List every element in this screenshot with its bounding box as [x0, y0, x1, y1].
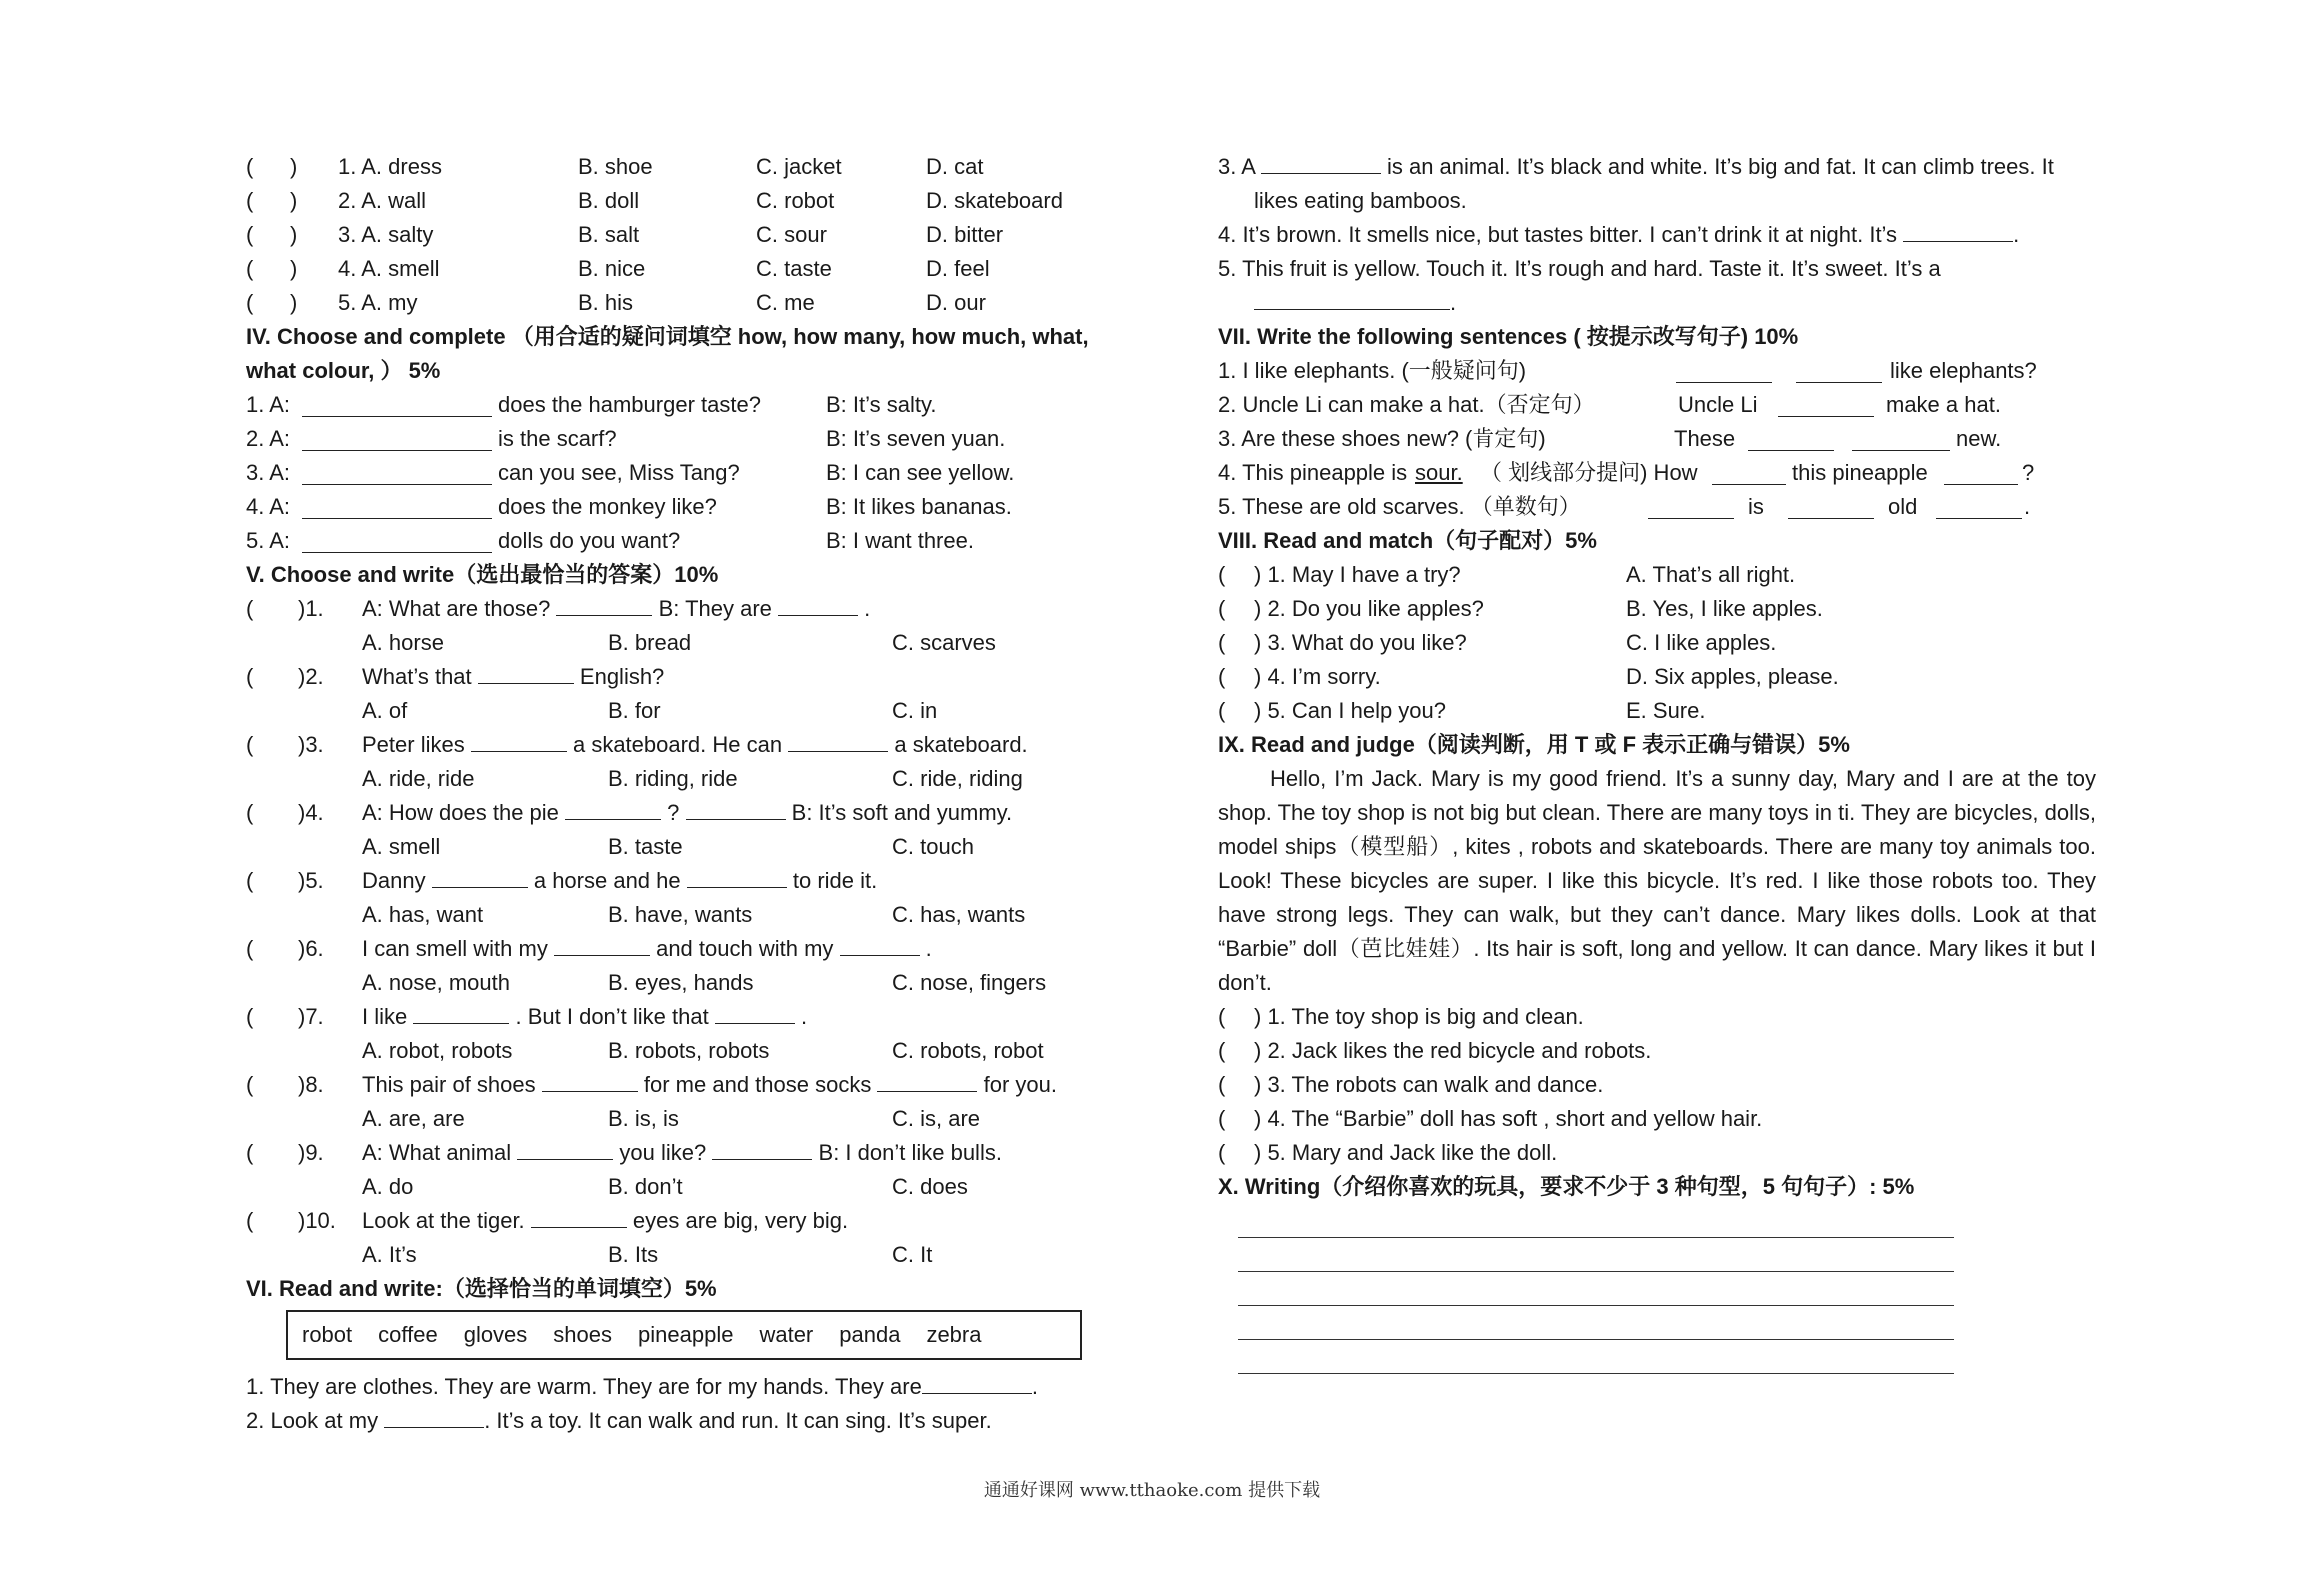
question-text: This pair of shoes for me and those socks for you. — [362, 1068, 1057, 1102]
item-text-cont: like elephants? — [1890, 358, 2037, 383]
question-row — [246, 864, 1126, 898]
option-c: C. in — [892, 698, 938, 723]
answer-blank[interactable] — [840, 933, 920, 956]
list-item — [1218, 660, 2098, 694]
paren-open: ( — [246, 256, 254, 281]
answer-blank[interactable] — [877, 1069, 977, 1092]
paren-open: ( — [246, 188, 254, 213]
option-b: B. riding, ride — [608, 766, 738, 791]
option-b: B. nice — [578, 256, 646, 281]
option-c: C. scarves — [892, 630, 996, 655]
question-text: I like . But I don’t like that . — [362, 1000, 807, 1034]
list-item — [246, 524, 1126, 558]
option-d: D. feel — [926, 256, 990, 281]
question-text: ) 3. What do you like? — [1254, 630, 1467, 655]
options-row — [246, 626, 1126, 660]
answer-blank[interactable] — [1778, 394, 1874, 417]
list-item — [1218, 456, 2098, 490]
paren-open: ( — [246, 732, 254, 757]
section-7-title: VII. Write the following sentences ( 按提示改写句子) 10% — [1218, 324, 1799, 349]
answer-blank[interactable] — [1903, 219, 2013, 242]
writing-line[interactable] — [1238, 1204, 1954, 1238]
question-text: is the scarf? — [498, 426, 617, 451]
list-item — [246, 388, 1126, 422]
section-4-title-cont: what colour, ） 5% — [246, 358, 441, 383]
item-number: 5. A: — [246, 528, 291, 553]
answer-blank[interactable] — [1852, 428, 1950, 451]
statement-text: ) 5. Mary and Jack like the doll. — [1254, 1140, 1558, 1165]
list-item — [1218, 592, 2098, 626]
question-text: ) 2. Do you like apples? — [1254, 596, 1484, 621]
section-9-title: IX. Read and judge（阅读判断，用 T 或 F 表示正确与错误）5% — [1218, 732, 1850, 757]
sentence-5-cont: . — [1218, 286, 2098, 320]
question-text: does the monkey like? — [498, 494, 717, 519]
option-c: C. has, wants — [892, 902, 1026, 927]
sentence-text: 5. This fruit is yellow. Touch it. It’s rough and hard. Taste it. It’s sweet. It’s a — [1218, 256, 1941, 281]
option-b: B. have, wants — [608, 902, 753, 927]
answer-text: B: It’s seven yuan. — [826, 426, 1006, 451]
option-c: C. robot — [756, 188, 835, 213]
question-row — [246, 1204, 1126, 1238]
answer-blank[interactable] — [556, 593, 652, 616]
reading-passage: Hello, I’m Jack. Mary is my good friend. It’s a sunny day, Mary and I are at the toy shop. The toy shop is not big but clean. There are many toys in ti. They are bicycles, dolls, model ships（模型船）, kites , robots and skateboards. There are many toy animals too. Look! These bicycles are super. I like this bicycle. It’s red. I like those robots too. They have strong legs. They can walk, but they can’t dance. Mary likes dolls. Look at that “Barbie” doll（芭比娃娃）. Its hair is soft, long and yellow. It can dance. Mary likes it but I don’t. — [1218, 766, 2096, 995]
question-text: ) 1. May I have a try? — [1254, 562, 1461, 587]
question-row — [246, 660, 1126, 694]
option-a: A. has, want — [362, 902, 484, 927]
section-5-list — [246, 592, 1126, 1272]
item-text-cont: old — [1888, 494, 1918, 519]
list-item — [1218, 558, 2098, 592]
writing-line[interactable] — [1238, 1340, 1954, 1374]
list-item — [246, 184, 1126, 218]
option-c: C. robots, robot — [892, 1038, 1044, 1063]
question-row — [246, 1068, 1126, 1102]
list-item — [246, 490, 1126, 524]
option-a: A. do — [362, 1174, 414, 1199]
answer-blank[interactable] — [302, 530, 492, 553]
question-text: Look at the tiger. eyes are big, very big. — [362, 1204, 848, 1238]
word-bank-item: pineapple — [638, 1322, 734, 1347]
paren-close: ) — [290, 188, 298, 213]
paren-open: ( — [246, 1208, 254, 1233]
list-item — [1218, 694, 2098, 728]
question-row — [246, 796, 1126, 830]
question-text: ) 5. Can I help you? — [1254, 698, 1447, 723]
word-bank-item: gloves — [463, 1322, 528, 1347]
question-text: ) 4. I’m sorry. — [1254, 664, 1381, 689]
writing-line[interactable] — [1238, 1306, 1954, 1340]
answer-option: E. Sure. — [1626, 698, 1706, 723]
statement-text: ) 2. Jack likes the red bicycle and robots. — [1254, 1038, 1652, 1063]
answer-blank[interactable] — [1648, 496, 1734, 519]
question-text: What’s that English? — [362, 660, 664, 694]
answer-blank[interactable] — [778, 593, 858, 616]
answer-blank[interactable] — [565, 797, 661, 820]
question-text: I can smell with my and touch with my . — [362, 932, 932, 966]
question-text: Danny a horse and he to ride it. — [362, 864, 877, 898]
option-d: D. our — [926, 290, 986, 315]
paren-open: ( — [1218, 1038, 1226, 1063]
sentence-3 — [1218, 150, 2098, 184]
sentence-text: 2. Look at my — [246, 1408, 379, 1433]
question-text: A: What are those? B: They are . — [362, 592, 870, 626]
option-b: B. shoe — [578, 154, 653, 179]
option-a: A. horse — [362, 630, 444, 655]
item-number: 2. A: — [246, 426, 291, 451]
question-number: )1. — [298, 596, 324, 621]
option-c: C. It — [892, 1242, 933, 1267]
list-item — [246, 252, 1126, 286]
option-c: C. ride, riding — [892, 766, 1023, 791]
question-number: )2. — [298, 664, 324, 689]
paren-open: ( — [246, 1140, 254, 1165]
paren-open: ( — [1218, 596, 1226, 621]
sentence-text: 1. They are clothes. They are warm. They are for my hands. They are — [246, 1374, 922, 1399]
answer-blank[interactable] — [1796, 360, 1882, 383]
paren-open: ( — [246, 154, 254, 179]
answer-blank[interactable] — [1254, 287, 1450, 310]
footer-credit: 通通好课网 www.tthaoke.com 提供下载 — [983, 1480, 1321, 1501]
answer-blank[interactable] — [686, 797, 786, 820]
list-item — [246, 218, 1126, 252]
section-8-list — [1218, 558, 2098, 728]
question-number: )5. — [298, 868, 324, 893]
option-c: C. does — [892, 1174, 968, 1199]
answer-blank[interactable] — [712, 1137, 812, 1160]
item-number: 3. A: — [246, 460, 291, 485]
option-c: C. jacket — [756, 154, 842, 179]
item-text-cont: is — [1748, 494, 1764, 519]
answer-blank[interactable] — [1676, 360, 1772, 383]
answer-blank[interactable] — [302, 428, 492, 451]
options-row — [246, 966, 1126, 1000]
answer-option: A. That’s all right. — [1626, 562, 1796, 587]
paren-close: ) — [290, 256, 298, 281]
paren-open: ( — [246, 290, 254, 315]
section-5-title: V. Choose and write（选出最恰当的答案）10% — [246, 562, 719, 587]
option-b: B. robots, robots — [608, 1038, 770, 1063]
answer-blank[interactable] — [1748, 428, 1834, 451]
options-row — [246, 694, 1126, 728]
list-item — [246, 150, 1126, 184]
option-d: D. cat — [926, 154, 984, 179]
paren-open: ( — [246, 800, 254, 825]
section-10-title: X. Writing（介绍你喜欢的玩具，要求不少于 3 种句型，5 句句子）: 5% — [1218, 1174, 1915, 1199]
list-item — [1218, 354, 2098, 388]
answer-blank[interactable] — [384, 1405, 484, 1428]
answer-blank[interactable] — [302, 462, 492, 485]
item-number: 4. A: — [246, 494, 291, 519]
options-row — [246, 1034, 1126, 1068]
answer-blank[interactable] — [922, 1371, 1032, 1394]
paren-close: ) — [290, 290, 298, 315]
question-text: A: What animal you like? B: I don’t like bulls. — [362, 1136, 1002, 1170]
options-row — [246, 762, 1126, 796]
answer-blank[interactable] — [788, 729, 888, 752]
option-a: 2. A. wall — [338, 188, 427, 213]
list-item — [1218, 1034, 2098, 1068]
option-c: C. is, are — [892, 1106, 981, 1131]
writing-area[interactable] — [1218, 1204, 2098, 1374]
option-c: C. nose, fingers — [892, 970, 1047, 995]
answer-blank[interactable] — [542, 1069, 638, 1092]
question-row — [246, 1136, 1126, 1170]
question-row — [246, 1000, 1126, 1034]
question-number: )10. — [298, 1208, 336, 1233]
list-item — [1218, 1136, 2098, 1170]
item-text: 4. This pineapple is — [1218, 460, 1408, 485]
option-a: A. robot, robots — [362, 1038, 513, 1063]
paren-close: ) — [290, 222, 298, 247]
section-8-title: VIII. Read and match（句子配对）5% — [1218, 528, 1597, 553]
list-item — [246, 456, 1126, 490]
option-c: C. taste — [756, 256, 832, 281]
option-a: 4. A. smell — [338, 256, 440, 281]
answer-blank[interactable] — [478, 661, 574, 684]
list-item — [1218, 388, 2098, 422]
option-b: B. taste — [608, 834, 683, 859]
answer-text: B: I can see yellow. — [826, 460, 1015, 485]
word-bank — [286, 1310, 1082, 1360]
list-item — [1218, 422, 2098, 456]
word-bank-item: robot — [302, 1322, 353, 1347]
answer-blank[interactable] — [432, 865, 528, 888]
item-text: 1. I like elephants. (一般疑问句) — [1218, 358, 1527, 383]
statement-text: ) 4. The “Barbie” doll has soft , short and yellow hair. — [1254, 1106, 1763, 1131]
sentence-text-cont: . It’s a toy. It can walk and run. It can sing. It’s super. — [484, 1408, 992, 1433]
answer-blank[interactable] — [1261, 151, 1381, 174]
answer-blank[interactable] — [1788, 496, 1874, 519]
question-text: A: How does the pie ? B: It’s soft and yummy. — [362, 796, 1012, 830]
item-text-cont: make a hat. — [1886, 392, 2001, 417]
options-row — [246, 1170, 1126, 1204]
options-row — [246, 898, 1126, 932]
word-bank-item: zebra — [926, 1322, 982, 1347]
option-a: A. smell — [362, 834, 441, 859]
option-b: B. Its — [608, 1242, 659, 1267]
paren-open: ( — [1218, 562, 1226, 587]
section-3-list — [246, 150, 1126, 320]
word-bank-item: coffee — [378, 1322, 438, 1347]
paren-open: ( — [1218, 698, 1226, 723]
item-text: 3. Are these shoes new? (肯定句) — [1218, 426, 1546, 451]
paren-open: ( — [1218, 1004, 1226, 1029]
section-9-list — [1218, 1000, 2098, 1170]
writing-line[interactable] — [1238, 1238, 1954, 1272]
options-row — [246, 1238, 1126, 1272]
answer-blank[interactable] — [554, 933, 650, 956]
option-b: B. his — [578, 290, 634, 315]
item-text-cont: this pineapple — [1792, 460, 1928, 485]
question-number: )9. — [298, 1140, 324, 1165]
option-a: 5. A. my — [338, 290, 418, 315]
answer-blank[interactable] — [687, 865, 787, 888]
options-row — [246, 1102, 1126, 1136]
writing-line[interactable] — [1238, 1272, 1954, 1306]
paren-open: ( — [1218, 1106, 1226, 1131]
option-c: C. me — [756, 290, 815, 315]
list-item: 5. These are old scarves. （单数句） is old . — [1218, 490, 2098, 524]
paren-open: ( — [246, 596, 254, 621]
option-c: C. sour — [756, 222, 827, 247]
paren-open: ( — [246, 222, 254, 247]
list-item — [1218, 626, 2098, 660]
answer-text: B: It’s salty. — [826, 392, 937, 417]
question-number: )4. — [298, 800, 324, 825]
option-a: 1. A. dress — [338, 154, 442, 179]
word-bank-item: shoes — [553, 1322, 613, 1347]
paren-open: ( — [246, 664, 254, 689]
sentence-3-cont: likes eating bamboos. — [1254, 188, 1467, 213]
option-a: 3. A. salty — [338, 222, 434, 247]
option-a: A. It’s — [362, 1242, 417, 1267]
options-row — [246, 830, 1126, 864]
answer-blank[interactable] — [517, 1137, 613, 1160]
question-number: )8. — [298, 1072, 324, 1097]
paren-open: ( — [1218, 664, 1226, 689]
sentence-text: 4. It’s brown. It smells nice, but tastes bitter. I can’t drink it at night. It’s — [1218, 222, 1898, 247]
sentence-5 — [1218, 252, 2098, 286]
answer-blank[interactable] — [302, 394, 492, 417]
option-b: B. is, is — [608, 1106, 679, 1131]
option-a: A. of — [362, 698, 408, 723]
item-text: 2. Uncle Li can make a hat.（否定句） — [1218, 392, 1595, 417]
section-4-title: IV. Choose and complete （用合适的疑问词填空 how, how many, how much, what, — [246, 324, 1089, 349]
word-bank-item: water — [759, 1322, 814, 1347]
item-text-cont: （ 划线部分提问) How — [1480, 460, 1698, 485]
paren-open: ( — [246, 1004, 254, 1029]
word-bank-item: panda — [839, 1322, 901, 1347]
item-text: 5. These are old scarves. （单数句） — [1218, 494, 1581, 519]
answer-blank[interactable] — [1712, 462, 1786, 485]
answer-blank[interactable] — [531, 1205, 627, 1228]
paren-open: ( — [1218, 630, 1226, 655]
answer-blank[interactable] — [1944, 462, 2018, 485]
option-d: D. bitter — [926, 222, 1004, 247]
item-text-cont: These — [1674, 426, 1736, 451]
answer-blank[interactable] — [1936, 496, 2022, 519]
question-text: does the hamburger taste? — [498, 392, 761, 417]
question-text: Peter likes a skateboard. He can a skateboard. — [362, 728, 1028, 762]
option-c: C. touch — [892, 834, 974, 859]
option-a: A. nose, mouth — [362, 970, 510, 995]
question-row — [246, 592, 1126, 626]
option-b: B. doll — [578, 188, 640, 213]
paren-open: ( — [1218, 1072, 1226, 1097]
answer-option: B. Yes, I like apples. — [1626, 596, 1823, 621]
option-b: B. bread — [608, 630, 692, 655]
question-text: dolls do you want? — [498, 528, 681, 553]
option-a: A. are, are — [362, 1106, 465, 1131]
answer-text: B: It likes bananas. — [826, 494, 1012, 519]
answer-option: D. Six apples, please. — [1626, 664, 1839, 689]
question-row — [246, 932, 1126, 966]
item-number: 1. A: — [246, 392, 291, 417]
list-item — [1218, 1068, 2098, 1102]
question-number: )3. — [298, 732, 324, 757]
option-b: B. for — [608, 698, 661, 723]
question-number: )7. — [298, 1004, 324, 1029]
item-text-cont: Uncle Li — [1678, 392, 1758, 417]
list-item — [1218, 1000, 2098, 1034]
option-b: B. salt — [578, 222, 640, 247]
sentence-text: 3. A — [1218, 154, 1255, 179]
answer-blank[interactable] — [413, 1001, 509, 1024]
list-item — [246, 422, 1126, 456]
answer-option: C. I like apples. — [1626, 630, 1777, 655]
section-4-list — [246, 388, 1126, 558]
item-text-cont: ? — [2022, 460, 2035, 485]
right-column — [1218, 150, 2098, 1374]
underlined-word: sour. — [1415, 460, 1463, 485]
item-text-cont: new. — [1956, 426, 2002, 451]
sentence-text-cont: is an animal. It’s black and white. It’s big and fat. It can climb trees. It — [1386, 154, 2054, 179]
answer-blank[interactable] — [302, 496, 492, 519]
list-item — [1218, 1102, 2098, 1136]
sentence-1: 1. They are clothes. They are warm. They are for my hands. They are . — [246, 1370, 1126, 1404]
paren-open: ( — [246, 936, 254, 961]
option-b: B. eyes, hands — [608, 970, 754, 995]
question-row — [246, 728, 1126, 762]
sentence-2 — [246, 1404, 1126, 1438]
answer-text: B: I want three. — [826, 528, 974, 553]
question-text: can you see, Miss Tang? — [498, 460, 740, 485]
left-column — [246, 150, 1126, 1438]
paren-open: ( — [1218, 1140, 1226, 1165]
paren-open: ( — [246, 868, 254, 893]
option-d: D. skateboard — [926, 188, 1063, 213]
statement-text: ) 1. The toy shop is big and clean. — [1254, 1004, 1584, 1029]
section-6-title: VI. Read and write:（选择恰当的单词填空）5% — [246, 1276, 717, 1301]
question-number: )6. — [298, 936, 324, 961]
option-a: A. ride, ride — [362, 766, 475, 791]
list-item — [246, 286, 1126, 320]
answer-blank[interactable] — [715, 1001, 795, 1024]
sentence-4: 4. It’s brown. It smells nice, but tastes bitter. I can’t drink it at night. It’s . — [1218, 218, 2098, 252]
option-b: B. don’t — [608, 1174, 683, 1199]
answer-blank[interactable] — [471, 729, 567, 752]
paren-open: ( — [246, 1072, 254, 1097]
statement-text: ) 3. The robots can walk and dance. — [1254, 1072, 1604, 1097]
paren-close: ) — [290, 154, 298, 179]
